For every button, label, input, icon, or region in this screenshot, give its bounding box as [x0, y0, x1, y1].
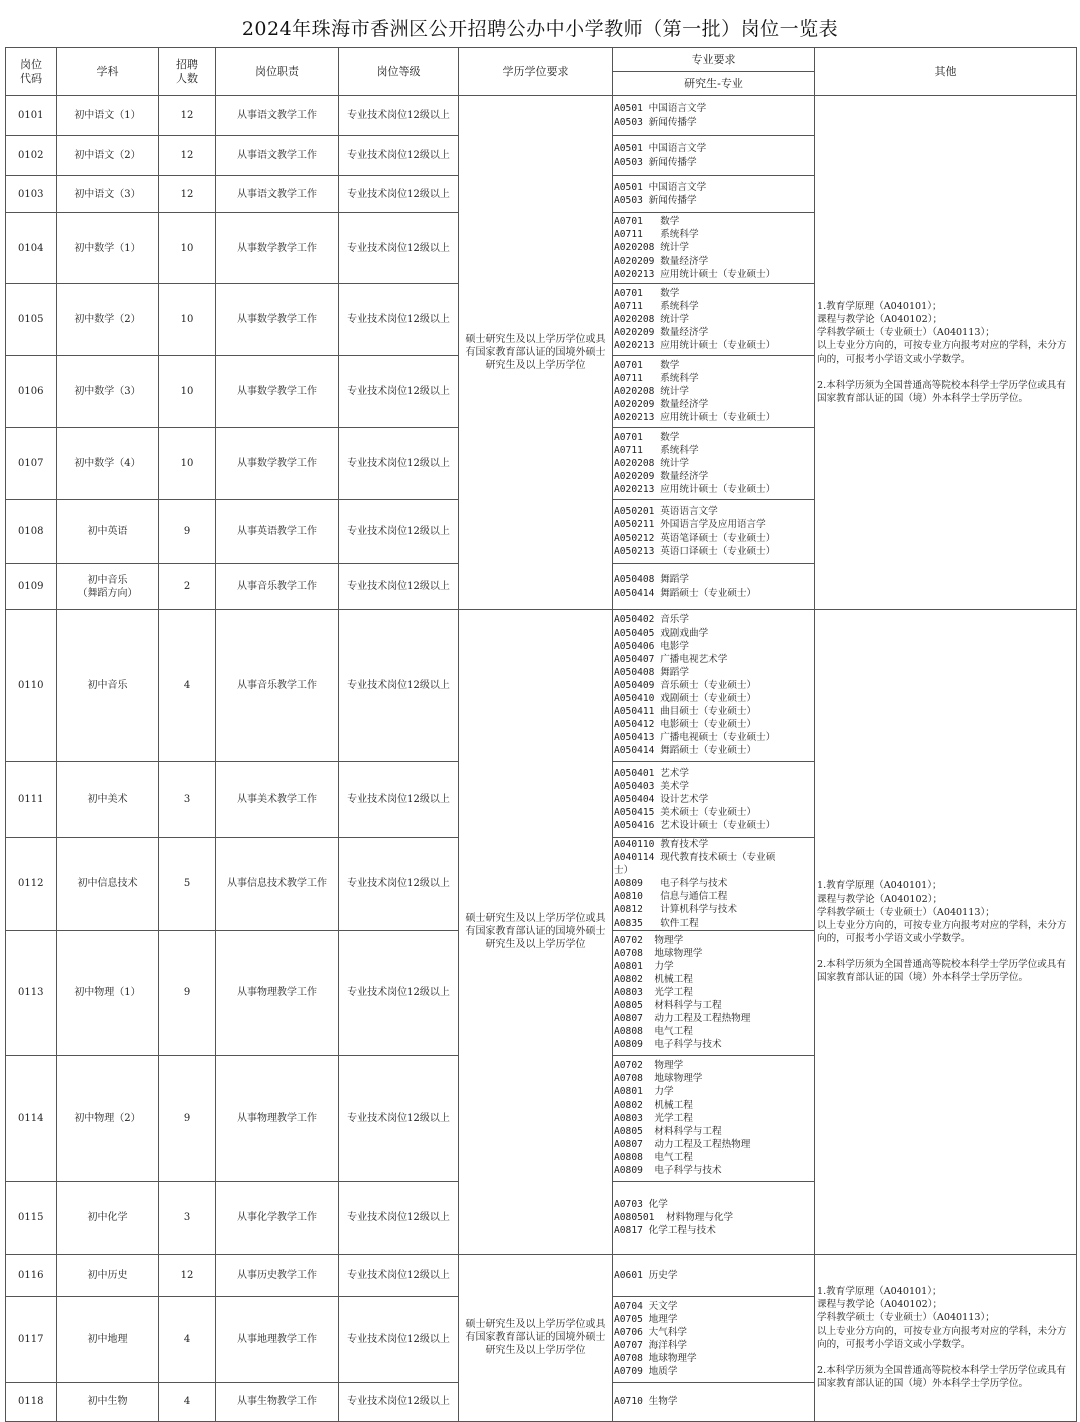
duty-cell: 从事音乐教学工作	[216, 610, 339, 762]
duty-cell: 从事物理教学工作	[216, 930, 339, 1055]
position-code-cell: 0106	[6, 356, 57, 428]
level-cell: 专业技术岗位12级以上	[339, 762, 459, 838]
level-cell: 专业技术岗位12级以上	[339, 96, 459, 136]
subject-cell: 初中地理	[57, 1296, 159, 1382]
position-code-cell: 0111	[6, 762, 57, 838]
degree-requirement-cell: 硕士研究生及以上学历学位或具有国家教育部认证的国境外硕士研究生及以上学历学位	[459, 610, 613, 1255]
count-cell: 10	[159, 284, 216, 356]
subject-cell: 初中音乐	[57, 610, 159, 762]
duty-cell: 从事美术教学工作	[216, 762, 339, 838]
duty-cell: 从事信息技术教学工作	[216, 838, 339, 931]
other-requirement-cell: 1.教育学原理（A040101）； 课程与教学论（A040102）； 学科教学硕士（专业硕士）（A040113）； 以上专业分方向的，可按专业方向报考对应的学科，未分方向的，可报考小学语文或小学数学。 2.本科学历须为全国普通高等院校本科学士学历学位或具有国家教育部认证的国（境）外本科学士学历学位。	[815, 610, 1077, 1255]
subject-cell: 初中物理（1）	[57, 930, 159, 1055]
count-cell: 4	[159, 1382, 216, 1421]
major-requirement-cell: A0501 中国语言文学 A0503 新闻传播学	[613, 176, 815, 213]
level-cell: 专业技术岗位12级以上	[339, 564, 459, 610]
major-requirement-cell: A0704 天文学 A0705 地理学 A0706 大气科学 A0707 海洋科学 A0708 地球物理学 A0709 地质学	[613, 1296, 815, 1382]
count-cell: 3	[159, 762, 216, 838]
header-count: 招聘 人数	[159, 48, 216, 96]
level-cell: 专业技术岗位12级以上	[339, 1181, 459, 1254]
duty-cell: 从事数学教学工作	[216, 356, 339, 428]
positions-table	[5, 47, 1077, 1422]
level-cell: 专业技术岗位12级以上	[339, 930, 459, 1055]
count-cell: 10	[159, 428, 216, 500]
level-cell: 专业技术岗位12级以上	[339, 136, 459, 176]
level-cell: 专业技术岗位12级以上	[339, 284, 459, 356]
level-cell: 专业技术岗位12级以上	[339, 1296, 459, 1382]
count-cell: 9	[159, 1055, 216, 1181]
page-title: 2024年珠海市香洲区公开招聘公办中小学教师（第一批）岗位一览表	[241, 18, 839, 40]
duty-cell: 从事语文教学工作	[216, 136, 339, 176]
major-requirement-cell: A050408 舞蹈学 A050414 舞蹈硕士（专业硕士）	[613, 564, 815, 610]
table-row	[6, 610, 1077, 762]
subject-cell: 初中语文（3）	[57, 176, 159, 213]
major-requirement-cell: A0710 生物学	[613, 1382, 815, 1421]
major-requirement-cell: A0501 中国语言文学 A0503 新闻传播学	[613, 96, 815, 136]
position-code-cell: 0113	[6, 930, 57, 1055]
position-code-cell: 0103	[6, 176, 57, 213]
duty-cell: 从事数学教学工作	[216, 428, 339, 500]
duty-cell: 从事历史教学工作	[216, 1254, 339, 1296]
level-cell: 专业技术岗位12级以上	[339, 610, 459, 762]
major-requirement-cell: A0703 化学 A080501 材料物理与化学 A0817 化学工程与技术	[613, 1181, 815, 1254]
major-requirement-cell: A0701 数学 A0711 系统科学 A020208 统计学 A020209 数量经济学 A020213 应用统计硕士（专业硕士）	[613, 213, 815, 284]
duty-cell: 从事物理教学工作	[216, 1055, 339, 1181]
duty-cell: 从事音乐教学工作	[216, 564, 339, 610]
subject-cell: 初中语文（1）	[57, 96, 159, 136]
major-requirement-cell: A0701 数学 A0711 系统科学 A020208 统计学 A020209 数量经济学 A020213 应用统计硕士（专业硕士）	[613, 428, 815, 500]
position-code-cell: 0110	[6, 610, 57, 762]
duty-cell: 从事化学教学工作	[216, 1181, 339, 1254]
position-code-cell: 0104	[6, 213, 57, 284]
level-cell: 专业技术岗位12级以上	[339, 500, 459, 564]
subject-cell: 初中音乐 （舞蹈方向）	[57, 564, 159, 610]
level-cell: 专业技术岗位12级以上	[339, 1382, 459, 1421]
count-cell: 12	[159, 136, 216, 176]
header-degree: 学历学位要求	[459, 48, 613, 96]
count-cell: 9	[159, 500, 216, 564]
count-cell: 12	[159, 1254, 216, 1296]
position-code-cell: 0114	[6, 1055, 57, 1181]
duty-cell: 从事生物教学工作	[216, 1382, 339, 1421]
other-requirement-cell: 1.教育学原理（A040101）； 课程与教学论（A040102）； 学科教学硕士（专业硕士）（A040113）； 以上专业分方向的，可按专业方向报考对应的学科，未分方向的，可报考小学语文或小学数学。 2.本科学历须为全国普通高等院校本科学士学历学位或具有国家教育部认证的国（境）外本科学士学历学位。	[815, 1254, 1077, 1421]
subject-cell: 初中美术	[57, 762, 159, 838]
header-code: 岗位 代码	[6, 48, 57, 96]
subject-cell: 初中英语	[57, 500, 159, 564]
level-cell: 专业技术岗位12级以上	[339, 428, 459, 500]
level-cell: 专业技术岗位12级以上	[339, 1254, 459, 1296]
major-requirement-cell: A0501 中国语言文学 A0503 新闻传播学	[613, 136, 815, 176]
position-code-cell: 0108	[6, 500, 57, 564]
level-cell: 专业技术岗位12级以上	[339, 838, 459, 931]
count-cell: 4	[159, 1296, 216, 1382]
degree-requirement-cell: 硕士研究生及以上学历学位或具有国家教育部认证的国境外硕士研究生及以上学历学位	[459, 96, 613, 610]
subject-cell: 初中物理（2）	[57, 1055, 159, 1181]
header-major-sub: 研究生-专业	[613, 72, 815, 96]
subject-cell: 初中数学（3）	[57, 356, 159, 428]
header-level: 岗位等级	[339, 48, 459, 96]
duty-cell: 从事数学教学工作	[216, 213, 339, 284]
subject-cell: 初中语文（2）	[57, 136, 159, 176]
major-requirement-cell: A040110 教育技术学 A040114 现代教育技术硕士（专业硕 士） A0809 电子科学与技术 A0810 信息与通信工程 A0812 计算机科学与技术 A0835 软件工程	[613, 838, 815, 931]
major-requirement-cell: A050201 英语语言文学 A050211 外国语言学及应用语言学 A050212 英语笔译硕士（专业硕士） A050213 英语口译硕士（专业硕士）	[613, 500, 815, 564]
table-row	[6, 96, 1077, 136]
major-requirement-cell: A0601 历史学	[613, 1254, 815, 1296]
count-cell: 9	[159, 930, 216, 1055]
duty-cell: 从事数学教学工作	[216, 284, 339, 356]
subject-cell: 初中数学（4）	[57, 428, 159, 500]
level-cell: 专业技术岗位12级以上	[339, 176, 459, 213]
count-cell: 12	[159, 96, 216, 136]
subject-cell: 初中历史	[57, 1254, 159, 1296]
duty-cell: 从事地理教学工作	[216, 1296, 339, 1382]
count-cell: 10	[159, 356, 216, 428]
subject-cell: 初中信息技术	[57, 838, 159, 931]
count-cell: 3	[159, 1181, 216, 1254]
position-code-cell: 0105	[6, 284, 57, 356]
subject-cell: 初中数学（1）	[57, 213, 159, 284]
level-cell: 专业技术岗位12级以上	[339, 1055, 459, 1181]
header-other: 其他	[815, 48, 1077, 96]
major-requirement-cell: A0701 数学 A0711 系统科学 A020208 统计学 A020209 数量经济学 A020213 应用统计硕士（专业硕士）	[613, 284, 815, 356]
level-cell: 专业技术岗位12级以上	[339, 213, 459, 284]
count-cell: 12	[159, 176, 216, 213]
other-requirement-cell: 1.教育学原理（A040101）； 课程与教学论（A040102）； 学科教学硕士（专业硕士）（A040113）； 以上专业分方向的，可按专业方向报考对应的学科，未分方向的，可报考小学语文或小学数学。 2.本科学历须为全国普通高等院校本科学士学历学位或具有国家教育部认证的国（境）外本科学士学历学位。	[815, 96, 1077, 610]
header-major-group: 专业要求	[613, 48, 815, 72]
position-code-cell: 0109	[6, 564, 57, 610]
count-cell: 4	[159, 610, 216, 762]
major-requirement-cell: A0701 数学 A0711 系统科学 A020208 统计学 A020209 数量经济学 A020213 应用统计硕士（专业硕士）	[613, 356, 815, 428]
position-code-cell: 0115	[6, 1181, 57, 1254]
major-requirement-cell: A050402 音乐学 A050405 戏剧戏曲学 A050406 电影学 A050407 广播电视艺术学 A050408 舞蹈学 A050409 音乐硕士（专业硕士） A050410 戏剧硕士（专业硕士） A050411 曲目硕士（专业硕士） A050412 电影硕士（专业硕士） A050413 广播电视硕士（专业硕士） A050414 舞蹈硕士（专业硕士）	[613, 610, 815, 762]
position-code-cell: 0118	[6, 1382, 57, 1421]
position-code-cell: 0117	[6, 1296, 57, 1382]
count-cell: 2	[159, 564, 216, 610]
header-duty: 岗位职责	[216, 48, 339, 96]
degree-requirement-cell: 硕士研究生及以上学历学位或具有国家教育部认证的国境外硕士研究生及以上学历学位	[459, 1254, 613, 1421]
position-code-cell: 0107	[6, 428, 57, 500]
count-cell: 10	[159, 213, 216, 284]
position-code-cell: 0101	[6, 96, 57, 136]
major-requirement-cell: A0702 物理学 A0708 地球物理学 A0801 力学 A0802 机械工程 A0803 光学工程 A0805 材料科学与工程 A0807 动力工程及工程热物理 A0808 电气工程 A0809 电子科学与技术	[613, 930, 815, 1055]
level-cell: 专业技术岗位12级以上	[339, 356, 459, 428]
subject-cell: 初中化学	[57, 1181, 159, 1254]
count-cell: 5	[159, 838, 216, 931]
subject-cell: 初中生物	[57, 1382, 159, 1421]
position-code-cell: 0112	[6, 838, 57, 931]
position-code-cell: 0102	[6, 136, 57, 176]
major-requirement-cell: A050401 艺术学 A050403 美术学 A050404 设计艺术学 A050415 美术硕士（专业硕士） A050416 艺术设计硕士（专业硕士）	[613, 762, 815, 838]
duty-cell: 从事语文教学工作	[216, 96, 339, 136]
major-requirement-cell: A0702 物理学 A0708 地球物理学 A0801 力学 A0802 机械工程 A0803 光学工程 A0805 材料科学与工程 A0807 动力工程及工程热物理 A0808 电气工程 A0809 电子科学与技术	[613, 1055, 815, 1181]
position-code-cell: 0116	[6, 1254, 57, 1296]
duty-cell: 从事语文教学工作	[216, 176, 339, 213]
table-row	[6, 1254, 1077, 1296]
header-subject: 学科	[57, 48, 159, 96]
duty-cell: 从事英语教学工作	[216, 500, 339, 564]
subject-cell: 初中数学（2）	[57, 284, 159, 356]
